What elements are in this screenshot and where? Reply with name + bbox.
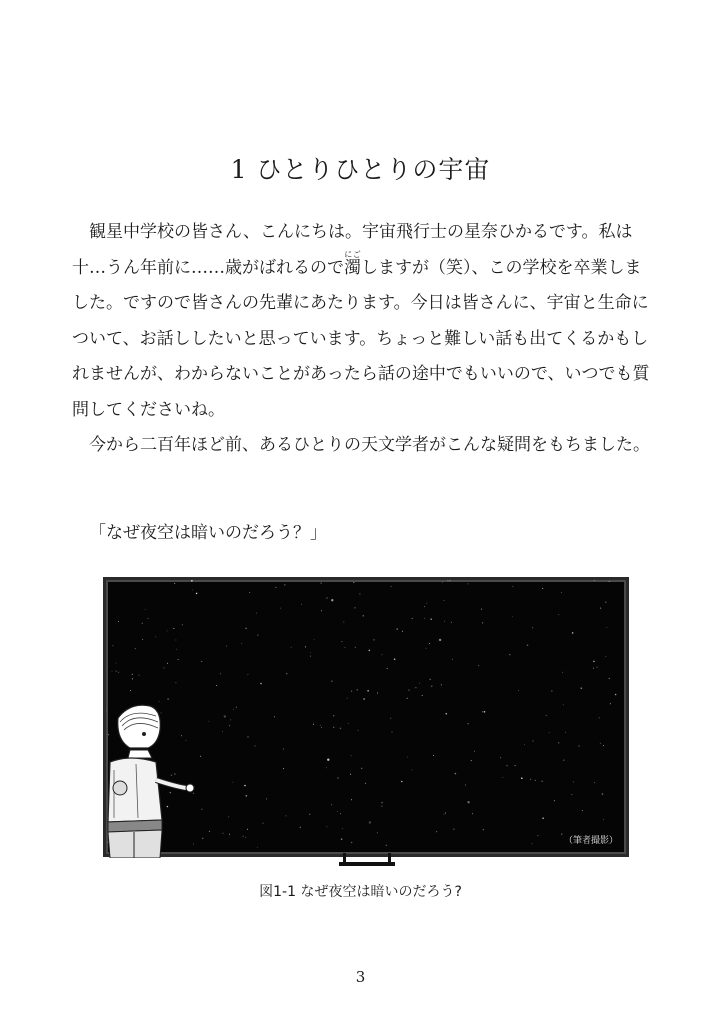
star: [345, 647, 346, 648]
star: [355, 607, 356, 608]
star: [220, 673, 221, 674]
star: [229, 725, 230, 726]
star: [247, 829, 248, 830]
star: [390, 718, 391, 719]
monitor-stand-base: [339, 862, 395, 866]
page-number: 3: [355, 968, 366, 986]
star: [310, 652, 311, 653]
star: [112, 671, 113, 672]
star: [216, 685, 217, 686]
star: [561, 834, 562, 835]
figure-caption: 図1-1 なぜ夜空は暗いのだろう?: [259, 884, 462, 900]
star: [337, 811, 338, 812]
star: [340, 728, 342, 730]
star: [327, 759, 329, 761]
star: [478, 665, 479, 666]
star: [374, 639, 375, 640]
star: [310, 656, 311, 657]
star: [341, 641, 342, 642]
star: [441, 684, 442, 685]
star: [321, 610, 322, 611]
star: [341, 838, 343, 840]
star: [244, 785, 246, 787]
star: [542, 781, 543, 782]
star: [603, 745, 604, 746]
star: [402, 631, 403, 632]
star: [542, 817, 544, 819]
star: [426, 603, 427, 604]
star: [467, 801, 469, 803]
star: [424, 618, 425, 619]
star: [603, 819, 604, 820]
star: [142, 623, 143, 624]
star: [118, 621, 119, 622]
star: [444, 814, 445, 815]
star: [135, 648, 136, 649]
star: [605, 656, 606, 657]
star: [326, 767, 327, 768]
star: [607, 627, 608, 628]
star: [515, 765, 516, 766]
star: [266, 798, 267, 799]
star: [359, 593, 360, 594]
star: [419, 683, 420, 684]
star: [313, 724, 314, 725]
star: [351, 755, 352, 756]
star: [451, 622, 452, 623]
star: [230, 719, 231, 720]
star: [582, 810, 583, 811]
star: [116, 671, 117, 672]
ruby-annotation: [344, 249, 361, 278]
star: [174, 583, 175, 584]
star: [228, 816, 229, 817]
star: [532, 843, 533, 844]
photo-credit: （筆者撮影）: [563, 836, 618, 846]
star: [233, 709, 234, 710]
star: [284, 584, 285, 585]
star: [599, 717, 600, 718]
star: [381, 806, 382, 807]
star: [229, 834, 230, 835]
star: [509, 654, 510, 655]
star: [286, 673, 287, 674]
star: [581, 687, 583, 689]
ruby-reading: にご: [344, 249, 361, 259]
star: [430, 679, 431, 680]
star: [367, 690, 369, 692]
star: [444, 621, 445, 622]
star: [241, 643, 242, 644]
star: [468, 723, 469, 724]
paragraph-greeting-text-1: 観星中学校の皆さん、こんにちは。宇宙飛行士の星奈ひかるです。私は十…うん年前に……歳がばれるので: [72, 222, 633, 278]
star: [256, 613, 257, 614]
paragraph-question: 「なぜ夜空は暗いのだろう？」: [89, 523, 327, 543]
star: [537, 835, 538, 836]
star: [446, 713, 448, 715]
star: [155, 636, 156, 637]
star: [255, 746, 256, 747]
star: [173, 628, 174, 629]
star: [481, 609, 482, 610]
star: [594, 782, 595, 783]
star: [386, 845, 387, 846]
star: [257, 847, 258, 848]
star: [527, 644, 529, 646]
star: [222, 731, 223, 732]
star: [118, 672, 119, 673]
star: [142, 639, 143, 640]
star: [579, 746, 580, 747]
star: [518, 690, 519, 691]
star: [350, 774, 351, 775]
star: [430, 618, 432, 620]
star: [394, 658, 396, 660]
star: [442, 582, 443, 583]
star: [424, 606, 425, 607]
star: [445, 813, 446, 814]
star: [167, 630, 168, 631]
star: [609, 581, 610, 582]
star: [243, 836, 244, 837]
star: [246, 795, 248, 797]
star: [407, 757, 408, 758]
star: [347, 698, 348, 699]
star: [600, 743, 601, 744]
star: [377, 693, 378, 694]
star: [182, 624, 183, 625]
star: [361, 768, 362, 769]
star: [226, 646, 227, 647]
star: [222, 833, 223, 834]
star: [436, 831, 437, 832]
star: [468, 583, 469, 584]
star: [232, 782, 233, 783]
star: [549, 732, 550, 733]
star: [447, 580, 448, 581]
star: [484, 711, 486, 713]
star: [321, 583, 322, 584]
star: [500, 757, 501, 758]
star: [176, 649, 177, 650]
star: [381, 802, 383, 804]
star: [594, 580, 595, 581]
star: [331, 681, 332, 682]
star: [431, 685, 433, 687]
star: [365, 783, 366, 784]
star: [130, 690, 131, 691]
star: [558, 614, 559, 615]
star: [327, 598, 328, 599]
star: [600, 608, 601, 609]
star: [351, 842, 353, 844]
star: [452, 659, 453, 660]
star: [443, 600, 444, 601]
star: [563, 704, 564, 705]
star: [260, 683, 262, 685]
star: [178, 659, 179, 660]
star: [415, 687, 416, 688]
star: [502, 777, 503, 778]
star: [331, 599, 333, 601]
star: [455, 773, 457, 775]
star: [422, 695, 423, 696]
star: [471, 760, 472, 761]
star: [320, 725, 321, 726]
star: [331, 804, 332, 805]
star: [333, 715, 334, 716]
star: [263, 823, 264, 824]
star: [245, 628, 247, 630]
star: [369, 650, 371, 652]
star: [132, 678, 133, 679]
star: [283, 749, 284, 750]
star: [300, 827, 301, 828]
star: [351, 691, 352, 692]
star: [338, 778, 339, 779]
star: [301, 604, 302, 605]
star: [196, 593, 198, 595]
star: [433, 755, 434, 756]
star: [167, 663, 168, 664]
star: [524, 744, 525, 745]
star: [530, 779, 531, 780]
star: [309, 814, 310, 815]
star: [148, 618, 149, 619]
star: [610, 703, 611, 704]
star: [453, 829, 454, 830]
star: [363, 615, 365, 617]
star: [381, 654, 382, 655]
star: [407, 698, 408, 699]
star: [351, 799, 352, 800]
star: [175, 640, 176, 641]
star: [363, 698, 365, 700]
star: [401, 781, 403, 783]
star: [249, 592, 250, 593]
star: [562, 672, 563, 673]
star: [593, 668, 594, 669]
star: [472, 813, 473, 814]
ruby-base: 濁: [344, 257, 361, 278]
star: [115, 663, 116, 664]
star: [175, 682, 176, 683]
star: [112, 645, 113, 646]
star: [615, 694, 617, 696]
star: [369, 821, 371, 823]
star: [602, 793, 604, 795]
star: [138, 675, 139, 676]
astronaut-character-illustration: [100, 700, 210, 858]
star: [358, 730, 359, 731]
star: [512, 616, 513, 617]
star: [507, 765, 508, 766]
star: [321, 727, 322, 728]
star: [521, 777, 523, 779]
star: [533, 741, 534, 742]
star: [425, 648, 426, 649]
star: [353, 582, 354, 583]
star: [563, 760, 564, 761]
star: [412, 769, 413, 770]
star: [597, 667, 598, 668]
star: [283, 768, 284, 769]
star: [535, 780, 536, 781]
star: [571, 794, 572, 795]
star: [280, 608, 281, 609]
star: [342, 828, 343, 829]
star: [561, 592, 562, 593]
star: [355, 647, 356, 648]
star: [565, 732, 566, 733]
star: [482, 622, 483, 623]
star: [285, 815, 286, 816]
star: [482, 711, 483, 712]
page-title: 1 ひとりひとりの宇宙: [230, 155, 491, 184]
star: [449, 580, 450, 581]
star: [333, 727, 334, 728]
star: [201, 661, 202, 662]
star: [573, 781, 574, 782]
star: [532, 627, 533, 628]
star: [546, 715, 547, 716]
star: [439, 639, 441, 641]
star: [247, 674, 248, 675]
star: [132, 674, 133, 675]
star: [542, 588, 543, 589]
star: [343, 622, 344, 623]
star: [191, 580, 193, 582]
star: [257, 635, 258, 636]
star: [291, 647, 292, 648]
star: [326, 826, 327, 827]
star: [412, 618, 413, 619]
star: [348, 723, 349, 724]
paragraph-greeting: [72, 215, 652, 428]
star: [305, 646, 306, 647]
paragraph-greeting-text-2: しますが（笑）、この学校を卒業しました。ですので皆さんの先輩にあたります。今日は皆さんに、宇宙と生命について、お話ししたいと思っています。ちょっと難しい話も出てくるかもしれませんが、わからないことがあったら話の途中でもいいので、いつでも質問してくださいね。: [72, 257, 650, 420]
star: [593, 661, 595, 663]
star: [314, 639, 315, 640]
star: [236, 707, 237, 708]
star: [396, 628, 398, 630]
star: [465, 785, 466, 786]
star: [248, 736, 249, 737]
star: [551, 691, 552, 692]
star: [245, 837, 246, 838]
star: [192, 590, 193, 591]
star: [554, 800, 555, 801]
star: [274, 716, 275, 717]
star: [392, 732, 393, 733]
star: [409, 690, 410, 691]
star: [429, 643, 430, 644]
star: [357, 689, 358, 690]
star: [512, 586, 513, 587]
paragraph-astronomer: 今から二百年ほど前、あるひとりの天文学者がこんな疑問をもちました。: [89, 435, 650, 455]
star: [275, 587, 276, 588]
star: [163, 667, 164, 668]
star: [224, 715, 226, 717]
star: [391, 586, 392, 587]
star: [609, 678, 610, 679]
star: [377, 832, 378, 833]
star: [474, 751, 475, 752]
star: [483, 829, 484, 830]
star: [340, 813, 341, 814]
star: [605, 601, 607, 603]
star: [558, 742, 559, 743]
star: [145, 609, 146, 610]
star: [572, 632, 574, 634]
star: [387, 668, 388, 669]
